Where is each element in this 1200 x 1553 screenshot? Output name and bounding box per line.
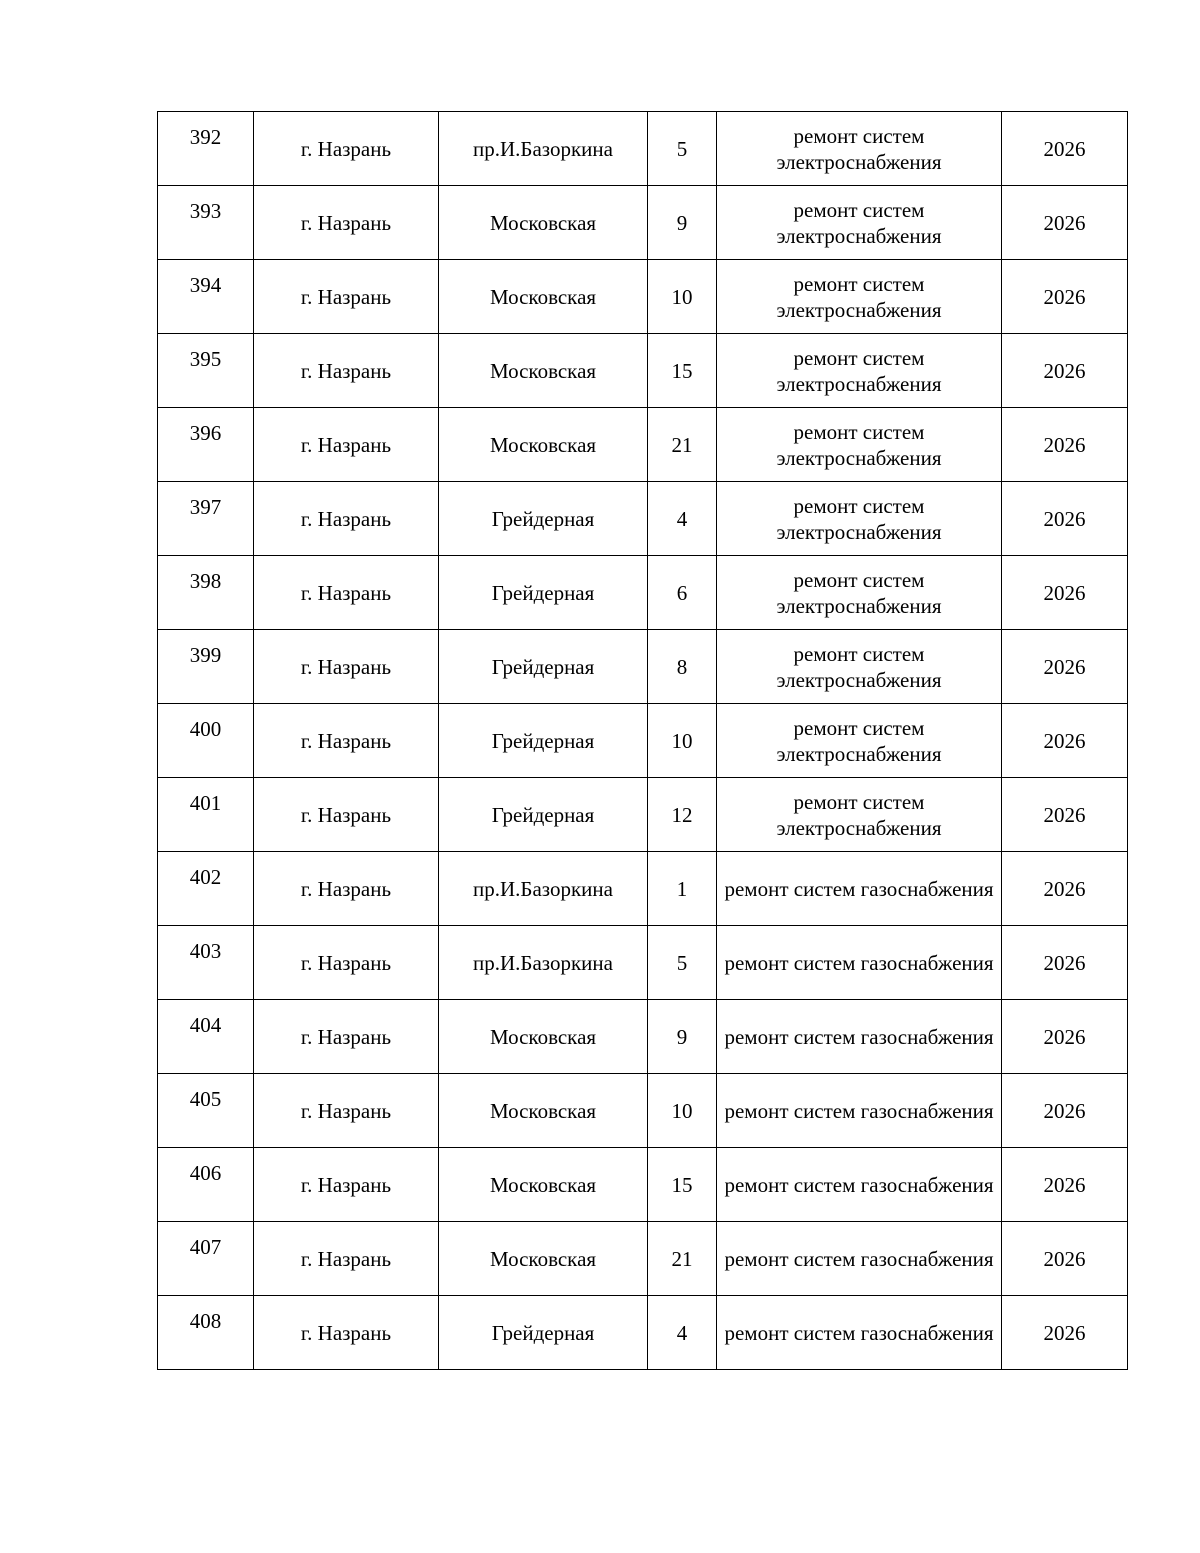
street-cell: Московская (439, 186, 648, 260)
work-type-cell: ремонт систем электроснабжения (717, 334, 1002, 408)
table-row (158, 1074, 1128, 1148)
street-cell: Московская (439, 1074, 648, 1148)
work-type-cell: ремонт систем электроснабжения (717, 260, 1002, 334)
street-cell: Грейдерная (439, 482, 648, 556)
work-type-cell: ремонт систем электроснабжения (717, 556, 1002, 630)
year-cell: 2026 (1002, 408, 1128, 482)
row-number-cell: 405 (158, 1074, 254, 1148)
table-row (158, 778, 1128, 852)
table-row (158, 334, 1128, 408)
street-cell: Московская (439, 260, 648, 334)
work-type-cell: ремонт систем газоснабжения (717, 852, 1002, 926)
work-type-cell: ремонт систем электроснабжения (717, 112, 1002, 186)
year-cell: 2026 (1002, 630, 1128, 704)
work-type-cell: ремонт систем газоснабжения (717, 1222, 1002, 1296)
street-cell: Московская (439, 1000, 648, 1074)
house-number-cell: 10 (648, 704, 717, 778)
city-cell: г. Назрань (254, 1296, 439, 1370)
table-row (158, 482, 1128, 556)
work-type-cell: ремонт систем электроснабжения (717, 630, 1002, 704)
year-cell: 2026 (1002, 186, 1128, 260)
city-cell: г. Назрань (254, 704, 439, 778)
work-type-cell: ремонт систем газоснабжения (717, 926, 1002, 1000)
house-number-cell: 12 (648, 778, 717, 852)
row-number-cell: 401 (158, 778, 254, 852)
street-cell: Московская (439, 1148, 648, 1222)
row-number-cell: 396 (158, 408, 254, 482)
city-cell: г. Назрань (254, 408, 439, 482)
city-cell: г. Назрань (254, 260, 439, 334)
street-cell: пр.И.Базоркина (439, 112, 648, 186)
year-cell: 2026 (1002, 926, 1128, 1000)
house-number-cell: 4 (648, 482, 717, 556)
city-cell: г. Назрань (254, 1074, 439, 1148)
table-row (158, 1000, 1128, 1074)
year-cell: 2026 (1002, 852, 1128, 926)
street-cell: пр.И.Базоркина (439, 852, 648, 926)
table-row (158, 1222, 1128, 1296)
year-cell: 2026 (1002, 1222, 1128, 1296)
year-cell: 2026 (1002, 334, 1128, 408)
house-number-cell: 9 (648, 1000, 717, 1074)
house-number-cell: 5 (648, 926, 717, 1000)
table-row (158, 408, 1128, 482)
street-cell: Грейдерная (439, 704, 648, 778)
city-cell: г. Назрань (254, 926, 439, 1000)
work-type-cell: ремонт систем электроснабжения (717, 408, 1002, 482)
table-body (158, 112, 1128, 1370)
street-cell: Грейдерная (439, 630, 648, 704)
street-cell: Московская (439, 1222, 648, 1296)
house-number-cell: 4 (648, 1296, 717, 1370)
row-number-cell: 398 (158, 556, 254, 630)
house-number-cell: 21 (648, 408, 717, 482)
city-cell: г. Назрань (254, 1000, 439, 1074)
year-cell: 2026 (1002, 704, 1128, 778)
row-number-cell: 406 (158, 1148, 254, 1222)
house-number-cell: 15 (648, 334, 717, 408)
row-number-cell: 399 (158, 630, 254, 704)
house-number-cell: 15 (648, 1148, 717, 1222)
work-type-cell: ремонт систем газоснабжения (717, 1000, 1002, 1074)
table-row (158, 1296, 1128, 1370)
house-number-cell: 9 (648, 186, 717, 260)
house-number-cell: 10 (648, 260, 717, 334)
work-type-cell: ремонт систем газоснабжения (717, 1148, 1002, 1222)
year-cell: 2026 (1002, 556, 1128, 630)
street-cell: Московская (439, 334, 648, 408)
year-cell: 2026 (1002, 778, 1128, 852)
year-cell: 2026 (1002, 112, 1128, 186)
row-number-cell: 392 (158, 112, 254, 186)
work-type-cell: ремонт систем электроснабжения (717, 482, 1002, 556)
street-cell: Грейдерная (439, 1296, 648, 1370)
work-type-cell: ремонт систем газоснабжения (717, 1296, 1002, 1370)
house-number-cell: 21 (648, 1222, 717, 1296)
table-row (158, 704, 1128, 778)
year-cell: 2026 (1002, 1148, 1128, 1222)
table-row (158, 260, 1128, 334)
work-type-cell: ремонт систем электроснабжения (717, 704, 1002, 778)
house-number-cell: 5 (648, 112, 717, 186)
city-cell: г. Назрань (254, 556, 439, 630)
city-cell: г. Назрань (254, 1222, 439, 1296)
table-row (158, 630, 1128, 704)
row-number-cell: 393 (158, 186, 254, 260)
house-number-cell: 6 (648, 556, 717, 630)
year-cell: 2026 (1002, 260, 1128, 334)
city-cell: г. Назрань (254, 112, 439, 186)
city-cell: г. Назрань (254, 778, 439, 852)
house-number-cell: 1 (648, 852, 717, 926)
row-number-cell: 408 (158, 1296, 254, 1370)
row-number-cell: 403 (158, 926, 254, 1000)
year-cell: 2026 (1002, 1000, 1128, 1074)
table-row (158, 556, 1128, 630)
table-row (158, 1148, 1128, 1222)
row-number-cell: 394 (158, 260, 254, 334)
house-number-cell: 8 (648, 630, 717, 704)
row-number-cell: 400 (158, 704, 254, 778)
year-cell: 2026 (1002, 482, 1128, 556)
row-number-cell: 395 (158, 334, 254, 408)
street-cell: Грейдерная (439, 778, 648, 852)
city-cell: г. Назрань (254, 630, 439, 704)
work-type-cell: ремонт систем электроснабжения (717, 186, 1002, 260)
street-cell: пр.И.Базоркина (439, 926, 648, 1000)
work-type-cell: ремонт систем газоснабжения (717, 1074, 1002, 1148)
street-cell: Московская (439, 408, 648, 482)
year-cell: 2026 (1002, 1074, 1128, 1148)
row-number-cell: 402 (158, 852, 254, 926)
year-cell: 2026 (1002, 1296, 1128, 1370)
house-number-cell: 10 (648, 1074, 717, 1148)
city-cell: г. Назрань (254, 334, 439, 408)
table-row (158, 852, 1128, 926)
city-cell: г. Назрань (254, 852, 439, 926)
street-cell: Грейдерная (439, 556, 648, 630)
row-number-cell: 407 (158, 1222, 254, 1296)
city-cell: г. Назрань (254, 482, 439, 556)
table-row (158, 186, 1128, 260)
table-row (158, 926, 1128, 1000)
work-type-cell: ремонт систем электроснабжения (717, 778, 1002, 852)
table-row (158, 112, 1128, 186)
row-number-cell: 397 (158, 482, 254, 556)
row-number-cell: 404 (158, 1000, 254, 1074)
repair-schedule-table (157, 111, 1128, 1370)
city-cell: г. Назрань (254, 186, 439, 260)
city-cell: г. Назрань (254, 1148, 439, 1222)
